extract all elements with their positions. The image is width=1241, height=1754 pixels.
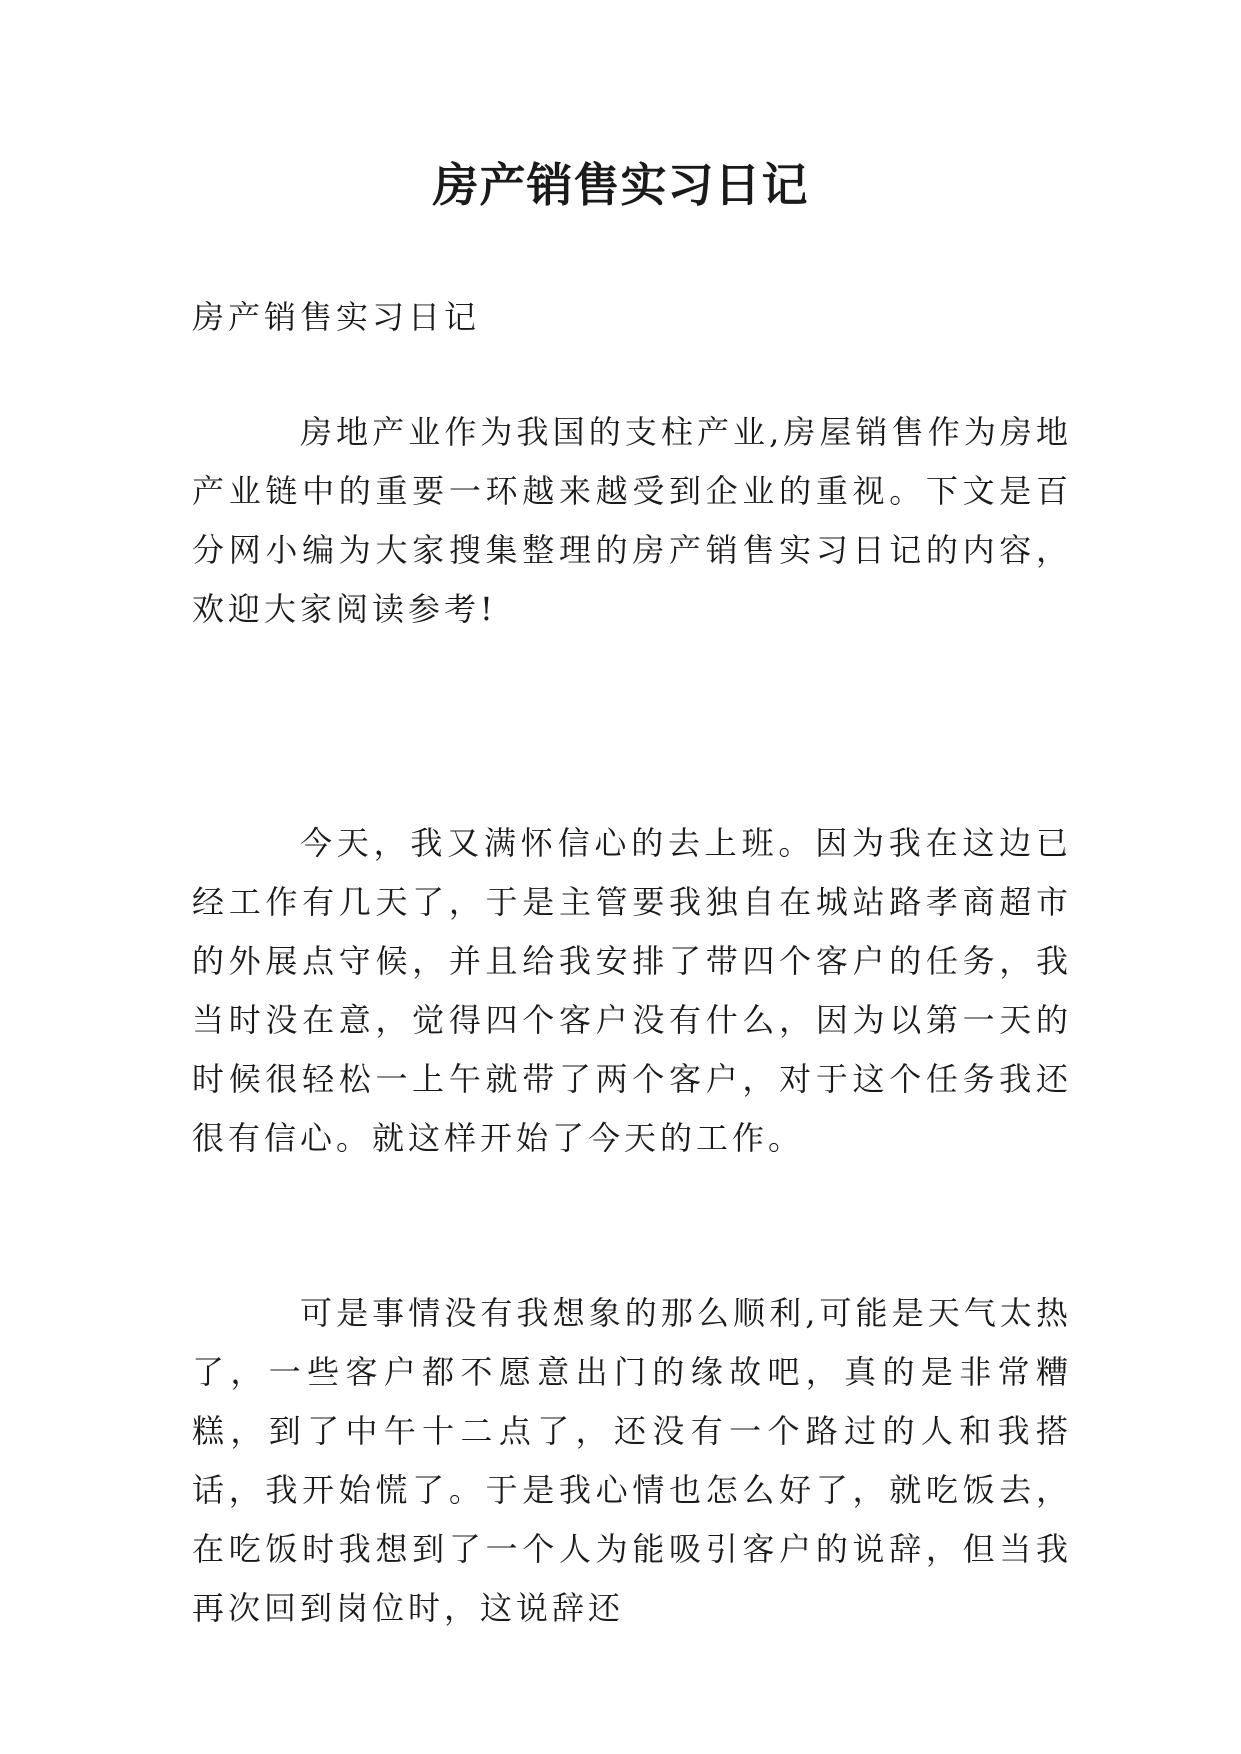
document-subtitle: 房产销售实习日记	[192, 298, 481, 336]
paragraph-work-start: 今天，我又满怀信心的去上班。因为我在这边已经工作有几天了，于是主管要我独自在城站路孝商超市的外展点守候，并且给我安排了带四个客户的任务，我当时没在意，觉得四个客户没有什么，因为以第一天的时候很轻松一上午就带了两个客户，对于这个任务我还很有信心。就这样开始了今天的工作。	[192, 824, 1072, 1157]
paragraph-difficulty: 可是事情没有我想象的那么顺利,可能是天气太热了，一些客户都不愿意出门的缘故吧，真的是非常糟糕，到了中午十二点了，还没有一个路过的人和我搭话，我开始慌了。于是我心情也怎么好了，就吃饭去，在吃饭时我想到了一个人为能吸引客户的说辞，但当我再次回到岗位时，这说辞还	[192, 1294, 1072, 1627]
document-title: 房产销售实习日记	[432, 158, 809, 212]
paragraph-intro: 房地产业作为我国的支柱产业,房屋销售作为房地产业链中的重要一环越来越受到企业的重视。下文是百分网小编为大家搜集整理的房产销售实习日记的内容，欢迎大家阅读参考!	[192, 413, 1072, 628]
